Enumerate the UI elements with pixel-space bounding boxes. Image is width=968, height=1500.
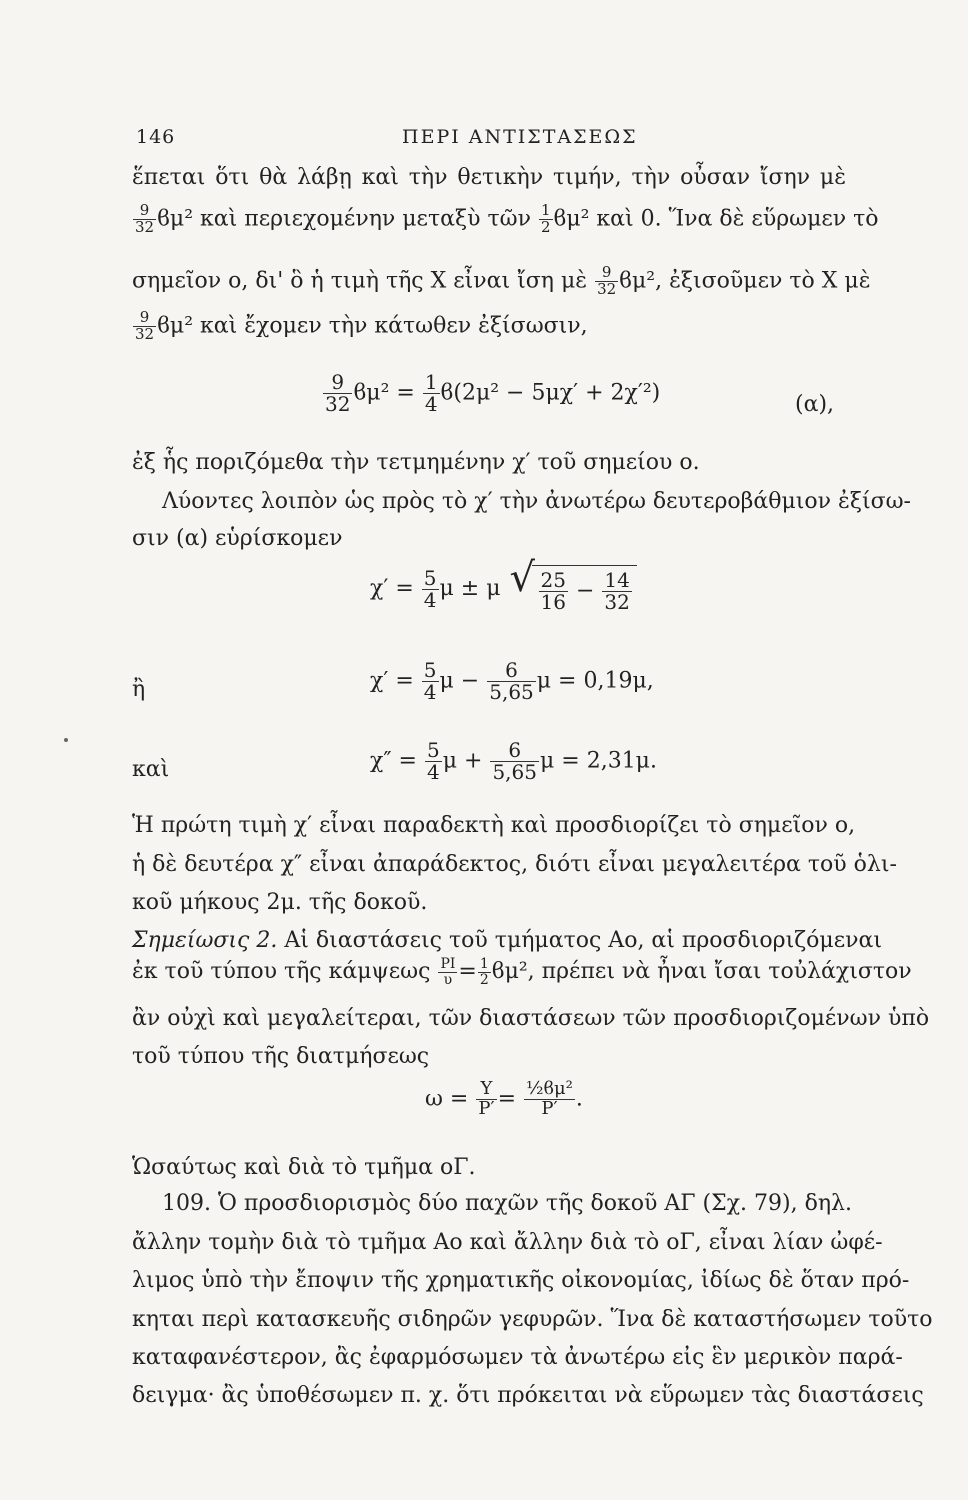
- text-line-3: σημεῖον ο, δι' ὃ ἡ τιμὴ τῆς Χ εἶναι ἴση μὲ $\frac{9}{32}$ ϐμ², ἐξισοῦμεν τὸ Χ μὲ: [132, 263, 871, 298]
- fraction-9-32: $\frac{9}{32}$: [597, 263, 617, 298]
- equation-number-alpha: (α),: [795, 392, 835, 417]
- note-heading: Σημείωσις 2.: [132, 928, 278, 953]
- equation-second-root: χ″ = $\frac{5}{4}$ μ + $\frac{6}{5,65}$ μ = 2,31μ.: [370, 738, 657, 784]
- equation-quadratic-solution: χ′ = $\frac{5}{4}$ μ ± μ √ $\frac{25}{16}$ − $\frac{14}{32}$: [370, 565, 637, 613]
- running-title: ΠΕΡΙ ΑΝΤΙΣΤΑΣΕΩΣ: [402, 126, 638, 148]
- fraction-9-32: $\frac{9}{32}$: [135, 201, 155, 236]
- text-line-13: ἂν οὐχὶ καὶ μεγαλείτεραι, τῶν διαστάσεων τῶν προσδιοριζομένων ὑπὸ: [132, 1006, 930, 1031]
- text-line-8: Ἡ πρώτη τιμὴ χ′ εἶναι παραδεκτὴ καὶ προσδιορίζει τὸ σημεῖον ο,: [132, 813, 856, 838]
- page-mark: [64, 738, 68, 742]
- label-eta: ἢ: [132, 677, 146, 702]
- text-line-5: ἐξ ἧς ποριζόμεθα τὴν τετμημένην χ′ τοῦ σημείου ο.: [132, 450, 700, 475]
- text-line-15: Ὡσαύτως καὶ διὰ τὸ τμῆμα οΓ.: [132, 1155, 476, 1180]
- text-line-10: κοῦ μήκους 2μ. τῆς δοκοῦ.: [132, 890, 428, 915]
- fraction-1-2: $\frac{1}{2}$: [540, 201, 551, 236]
- text-line-16: 109. Ὁ προσδιορισμὸς δύο παχῶν τῆς δοκοῦ ΑΓ (Σχ. 79), δηλ.: [162, 1191, 852, 1216]
- text-line-12: ἐκ τοῦ τύπου τῆς κάμψεως $\frac{PI}{\upsilon}$ = $\frac{1}{2}$ ϐμ², πρέπει νὰ ἦναι ἴσαι τοὐλάχιστον: [132, 956, 912, 988]
- text-line-19: κηται περὶ κατασκευῆς σιδηρῶν γεφυρῶν. Ἵνα δὲ καταστήσωμεν τοῦτο: [132, 1307, 933, 1332]
- text-line-4: $\frac{9}{32}$ ϐμ² καὶ ἔχομεν τὴν κάτωθεν ἐξίσωσιν,: [135, 308, 588, 343]
- text-line-2: $\frac{9}{32}$ ϐμ² καὶ περιεχομένην μεταξὺ τῶν $\frac{1}{2}$ ϐμ² καὶ 0. Ἵνα δὲ εὕρωμεν τὸ: [135, 201, 879, 236]
- text-line-1: ἕπεται ὅτι θὰ λάβῃ καὶ τὴν θετικὴν τιμήν, τὴν οὖσαν ἴσην μὲ: [132, 165, 846, 190]
- page-number: 146: [136, 126, 176, 148]
- fraction-9-32: $\frac{9}{32}$: [135, 308, 155, 343]
- equation-first-root: χ′ = $\frac{5}{4}$ μ − $\frac{6}{5,65}$ μ = 0,19μ,: [370, 658, 654, 704]
- square-root: √ $\frac{25}{16}$ − $\frac{14}{32}$: [532, 565, 637, 613]
- text-line-20: καταφανέστερον, ἂς ἐφαρμόσωμεν τὰ ἀνωτέρω εἰς ἓν μερικὸν παρά-: [132, 1345, 903, 1370]
- page-header: [132, 126, 832, 156]
- text-line-7: σιν (α) εὑρίσκομεν: [132, 526, 343, 551]
- equation-shear: ω = $\frac{\Upsilon}{P'}$ = $\frac{\text{½ϐμ²}}{P'}$ .: [425, 1078, 583, 1119]
- text-line-18: λιμος ὑπὸ τὴν ἔποψιν τῆς χρηματικῆς οἰκονομίας, ἰδίως δὲ ὅταν πρό-: [132, 1268, 910, 1293]
- text-line-11: Σημείωσις 2. Αἱ διαστάσεις τοῦ τμήματος Αο, αἱ προσδιοριζόμεναι: [132, 928, 882, 953]
- text-line-17: ἄλλην τομὴν διὰ τὸ τμῆμα Αο καὶ ἄλλην διὰ τὸ οΓ, εἶναι λίαν ὠφέ-: [132, 1230, 883, 1255]
- equation-alpha: $\frac{9}{32}$ ϐμ² = $\frac{1}{4}$ ϐ(2μ² − 5μχ′ + 2χ′²): [325, 370, 661, 416]
- label-kai: καὶ: [132, 757, 170, 782]
- text-line-9: ἡ δὲ δευτέρα χ″ εἶναι ἀπαράδεκτος, διότι εἶναι μεγαλειτέρα τοῦ ὁλι-: [132, 852, 897, 877]
- text-line-14: τοῦ τύπου τῆς διατμήσεως: [132, 1044, 430, 1069]
- text-line-6: Λύοντες λοιπὸν ὡς πρὸς τὸ χ′ τὴν ἀνωτέρω δευτεροβάθμιον ἐξίσω-: [162, 489, 911, 514]
- text-line-21: δειγμα· ἂς ὑποθέσωμεν π. χ. ὅτι πρόκειται νὰ εὕρωμεν τὰς διαστάσεις: [132, 1383, 924, 1408]
